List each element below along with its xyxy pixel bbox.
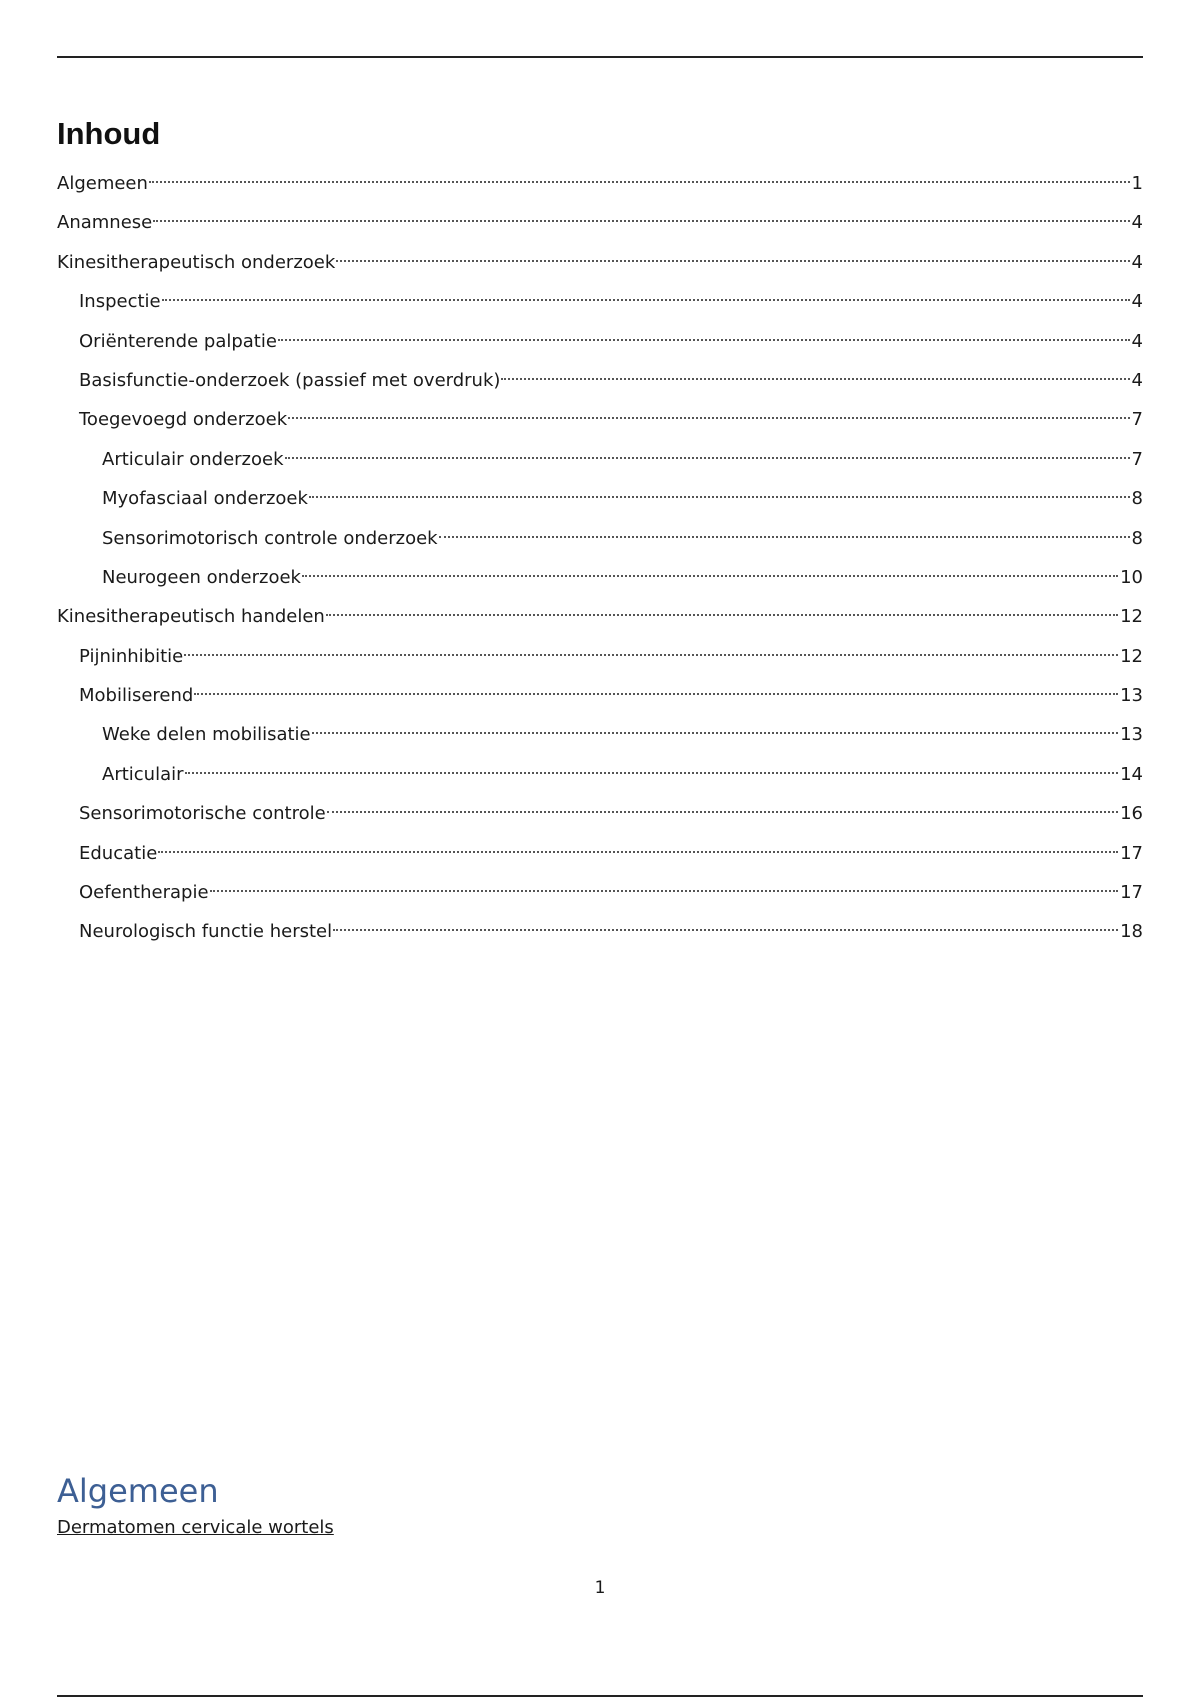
toc-entry[interactable] (57, 361, 1143, 400)
toc-entry-page: 4 (1131, 369, 1143, 391)
toc-entry-label: Kinesitherapeutisch onderzoek (57, 251, 336, 273)
toc-entry[interactable] (57, 597, 1143, 636)
toc-entry-page: 13 (1120, 724, 1143, 746)
toc-dot-leader (278, 339, 1130, 341)
toc-entry-page: 7 (1131, 409, 1143, 431)
toc-entry-label: Articulair (102, 763, 184, 785)
toc-entry-label: Neurogeen onderzoek (102, 566, 301, 588)
section-heading: Algemeen (57, 1472, 219, 1510)
toc-entry-page: 4 (1131, 251, 1143, 273)
toc-dot-leader (326, 614, 1118, 616)
toc-dot-leader (501, 378, 1129, 380)
toc-dot-leader (149, 181, 1130, 183)
toc-entry-label: Mobiliserend (79, 685, 194, 707)
toc-entry[interactable] (57, 558, 1143, 597)
toc-dot-leader (288, 417, 1129, 419)
toc-dot-leader (194, 693, 1118, 695)
toc-entry[interactable] (57, 440, 1143, 479)
toc-entry-page: 7 (1131, 448, 1143, 470)
toc-entry-label: Pijninhibitie (79, 645, 184, 667)
toc-entry-page: 8 (1131, 488, 1143, 510)
toc-entry[interactable] (57, 282, 1143, 321)
toc-entry-label: Articulair onderzoek (102, 448, 284, 470)
toc-entry-label: Basisfunctie-onderzoek (passief met overdruk) (79, 369, 501, 391)
toc-dot-leader (158, 851, 1118, 853)
toc-entry-label: Algemeen (57, 173, 148, 194)
toc-entry-label: Anamnese (57, 212, 153, 234)
toc-entry-page: 4 (1131, 291, 1143, 313)
toc-entry[interactable] (57, 519, 1143, 558)
toc-entry-label: Oriënterende palpatie (79, 330, 277, 352)
top-rule (57, 56, 1143, 58)
toc-entry-page: 14 (1120, 763, 1143, 785)
toc-dot-leader (309, 496, 1130, 498)
toc-entry-label: Oefentherapie (79, 882, 209, 904)
toc-entry-page: 17 (1120, 842, 1143, 864)
table-of-contents (57, 164, 1143, 952)
toc-dot-leader (184, 654, 1118, 656)
toc-entry-page: 12 (1120, 606, 1143, 628)
toc-entry-page: 17 (1120, 882, 1143, 904)
toc-entry-page: 18 (1120, 921, 1143, 943)
toc-entry[interactable] (57, 243, 1143, 282)
toc-entry-label: Myofasciaal onderzoek (102, 488, 308, 510)
toc-title: Inhoud (57, 116, 161, 151)
toc-entry[interactable] (57, 637, 1143, 676)
page-number: 1 (594, 1578, 606, 1598)
toc-entry[interactable] (57, 715, 1143, 754)
toc-dot-leader (327, 811, 1118, 813)
toc-dot-leader (285, 457, 1130, 459)
toc-dot-leader (185, 772, 1119, 774)
toc-entry[interactable] (57, 755, 1143, 794)
toc-entry-page: 10 (1120, 566, 1143, 588)
toc-entry-label: Sensorimotorische controle (79, 803, 326, 825)
toc-entry[interactable] (57, 479, 1143, 518)
toc-entry[interactable] (57, 794, 1143, 833)
toc-entry-page: 8 (1131, 527, 1143, 549)
toc-dot-leader (210, 890, 1119, 892)
toc-entry-page: 4 (1131, 330, 1143, 352)
toc-entry[interactable] (57, 834, 1143, 873)
bottom-rule (57, 1695, 1143, 1697)
toc-entry-label: Kinesitherapeutisch handelen (57, 606, 325, 628)
toc-entry-label: Weke delen mobilisatie (102, 724, 311, 746)
toc-entry-page: 12 (1120, 645, 1143, 667)
toc-dot-leader (302, 575, 1118, 577)
toc-entry[interactable] (57, 164, 1143, 203)
toc-entry-label: Toegevoegd onderzoek (79, 409, 288, 431)
toc-dot-leader (336, 260, 1129, 262)
toc-entry[interactable] (57, 400, 1143, 439)
toc-entry-label: Neurologisch functie herstel (79, 921, 333, 943)
toc-dot-leader (439, 536, 1130, 538)
toc-entry[interactable] (57, 873, 1143, 912)
toc-entry-page: 1 (1131, 173, 1143, 194)
toc-entry-page: 16 (1120, 803, 1143, 825)
toc-dot-leader (153, 220, 1129, 222)
toc-dot-leader (312, 732, 1118, 734)
toc-entry-label: Sensorimotorisch controle onderzoek (102, 527, 438, 549)
toc-entry-label: Educatie (79, 842, 158, 864)
toc-entry[interactable] (57, 912, 1143, 951)
toc-entry-label: Inspectie (79, 291, 161, 313)
toc-entry[interactable] (57, 322, 1143, 361)
toc-entry[interactable] (57, 203, 1143, 242)
toc-entry[interactable] (57, 676, 1143, 715)
toc-entry-page: 13 (1120, 685, 1143, 707)
toc-dot-leader (333, 929, 1118, 931)
section-subheading: Dermatomen cervicale wortels (57, 1517, 334, 1538)
toc-dot-leader (162, 299, 1130, 301)
toc-entry-page: 4 (1131, 212, 1143, 234)
